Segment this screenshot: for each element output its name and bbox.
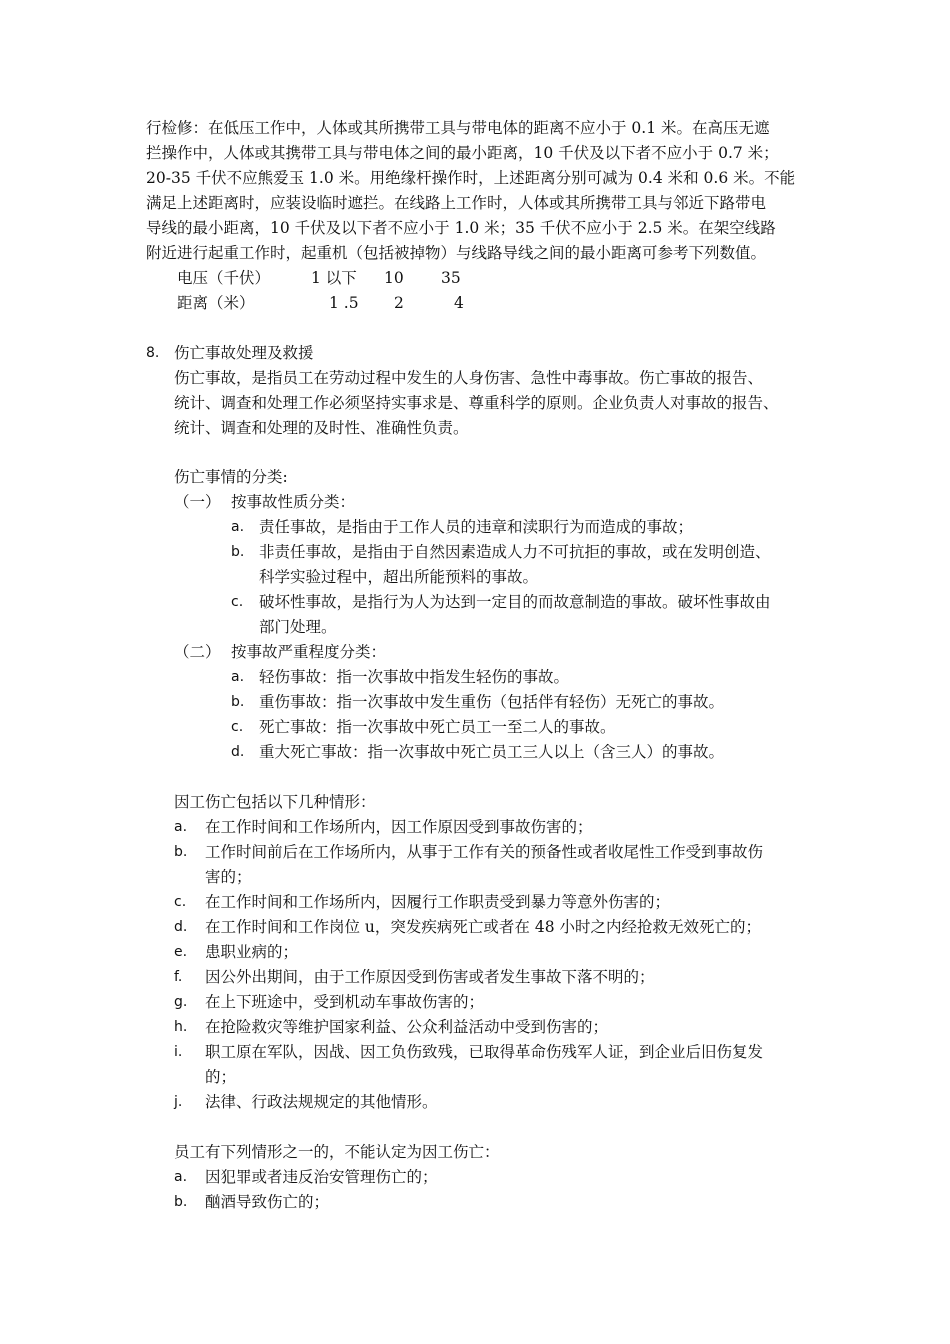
list-item: 死亡事故：指一次事故中死亡员工一至二人的事故。 — [259, 718, 616, 736]
voltage-value: 10 — [384, 269, 404, 287]
distance-label: 距离（米） — [177, 294, 255, 312]
list-item: 非责任事故，是指由于自然因素造成人力不可抗拒的事故，或在发明创造、 — [259, 543, 771, 561]
list-item: 重大死亡事故：指一次事故中死亡员工三人以上（含三人）的事故。 — [259, 743, 725, 761]
list-item: 轻伤事故：指一次事故中指发生轻伤的事故。 — [259, 668, 570, 686]
intro-line: 满足上述距离时，应装设临时遮拦。在线路上工作时，人体或其所携带工具与邻近下路带电 — [146, 194, 767, 212]
item-marker: b. — [174, 1194, 188, 1210]
intro-line: 附近进行起重工作时，起重机（包括被掉物）与线路导线之间的最小距离可参考下列数值。 — [146, 244, 767, 262]
list-item: 患职业病的； — [205, 943, 299, 961]
list-item: 职工原在军队，因战、因工负伤致残，已取得革命伤残军人证，到企业后旧伤复发 — [205, 1043, 764, 1061]
list-item-continuation: 部门处理。 — [259, 618, 337, 636]
item-marker: b. — [231, 544, 245, 560]
intro-line: 20-35 千伏不应熊爱玉 1.0 米。用绝缘杆操作时，上述距离分别可减为 0.4 米和 0.6 米。不能 — [146, 169, 796, 187]
intro-line: 拦操作中，人体或其携带工具与带电体之间的最小距离，10 千伏及以下者不应小于 0.7 米； — [146, 144, 779, 162]
item-marker: d. — [231, 744, 245, 760]
voltage-value: 1 以下 — [311, 269, 357, 287]
voltage-value: 35 — [441, 269, 461, 287]
distance-value: 2 — [394, 294, 404, 312]
section-number: 8. — [146, 345, 160, 361]
item-marker: c. — [231, 594, 244, 610]
item-marker: e. — [174, 944, 188, 960]
distance-value: 1 .5 — [329, 294, 359, 312]
item-marker: c. — [174, 894, 187, 910]
group-title: 按事故严重程度分类： — [231, 643, 387, 661]
list-item: 工作时间前后在工作场所内，从事于工作有关的预备性或者收尾性工作受到事故伤 — [205, 843, 764, 861]
intro-line: 行检修：在低压工作中，人体或其所携带工具与带电体的距离不应小于 0.1 米。在高压无遮 — [146, 119, 770, 137]
group-marker: （二） — [174, 643, 221, 661]
list-item: 在抢险救灾等维护国家利益、公众利益活动中受到伤害的； — [205, 1018, 609, 1036]
list-item: 在工作时间和工作岗位 u，突发疾病死亡或者在 48 小时之内经抢救无效死亡的； — [205, 918, 761, 936]
list-item: 破坏性事故，是指行为人为达到一定目的而故意制造的事故。破坏性事故由 — [259, 593, 771, 611]
list-item-continuation: 害的； — [205, 868, 252, 886]
list-item: 在上下班途中，受到机动车事故伤害的； — [205, 993, 485, 1011]
list-item: 责任事故，是指由于工作人员的违章和渎职行为而造成的事故； — [259, 518, 694, 536]
list-item-continuation: 的； — [205, 1068, 237, 1086]
item-marker: b. — [231, 694, 245, 710]
list-item: 因犯罪或者违反治安管理伤亡的； — [205, 1168, 438, 1186]
group-marker: （一） — [174, 493, 221, 511]
section-paragraph-line: 统计、调查和处理的及时性、准确性负责。 — [174, 419, 469, 437]
item-marker: d. — [174, 919, 188, 935]
list-item: 法律、行政法规规定的其他情形。 — [205, 1093, 438, 1111]
item-marker: a. — [174, 819, 188, 835]
list-item: 在工作时间和工作场所内，因履行工作职责受到暴力等意外伤害的； — [205, 893, 671, 911]
group-title: 按事故性质分类： — [231, 493, 356, 511]
list-item: 在工作时间和工作场所内，因工作原因受到事故伤害的； — [205, 818, 593, 836]
item-marker: j. — [174, 1094, 183, 1110]
item-marker: f. — [174, 969, 183, 985]
distance-value: 4 — [454, 294, 464, 312]
section-paragraph-line: 伤亡事故，是指员工在劳动过程中发生的人身伤害、急性中毒事故。伤亡事故的报告、 — [174, 369, 764, 387]
item-marker: h. — [174, 1019, 188, 1035]
item-marker: a. — [231, 519, 245, 535]
list-item: 因公外出期间，由于工作原因受到伤害或者发生事故下落不明的； — [205, 968, 655, 986]
voltage-label: 电压（千伏） — [177, 269, 271, 287]
item-marker: b. — [174, 844, 188, 860]
item-marker: c. — [231, 719, 244, 735]
list-item: 重伤事故：指一次事故中发生重伤（包括伴有轻伤）无死亡的事故。 — [259, 693, 725, 711]
item-marker: a. — [174, 1169, 188, 1185]
not-injury-heading: 员工有下列情形之一的，不能认定为因工伤亡： — [174, 1143, 500, 1161]
work-injury-heading: 因工伤亡包括以下几种情形： — [174, 793, 376, 811]
item-marker: a. — [231, 669, 245, 685]
list-item-continuation: 科学实验过程中，超出所能预料的事故。 — [259, 568, 539, 586]
classification-heading: 伤亡事情的分类: — [174, 468, 288, 486]
section-paragraph-line: 统计、调查和处理工作必须坚持实事求是、尊重科学的原则。企业负责人对事故的报告、 — [174, 394, 779, 412]
section-title: 伤亡事故处理及救援 — [174, 344, 314, 362]
intro-line: 导线的最小距离，10 千伏及以下者不应小于 1.0 米；35 千伏不应小于 2.5 米。在架空线路 — [146, 219, 776, 237]
item-marker: g. — [174, 994, 188, 1010]
list-item: 酗酒导致伤亡的； — [205, 1193, 330, 1211]
item-marker: i. — [174, 1044, 183, 1060]
